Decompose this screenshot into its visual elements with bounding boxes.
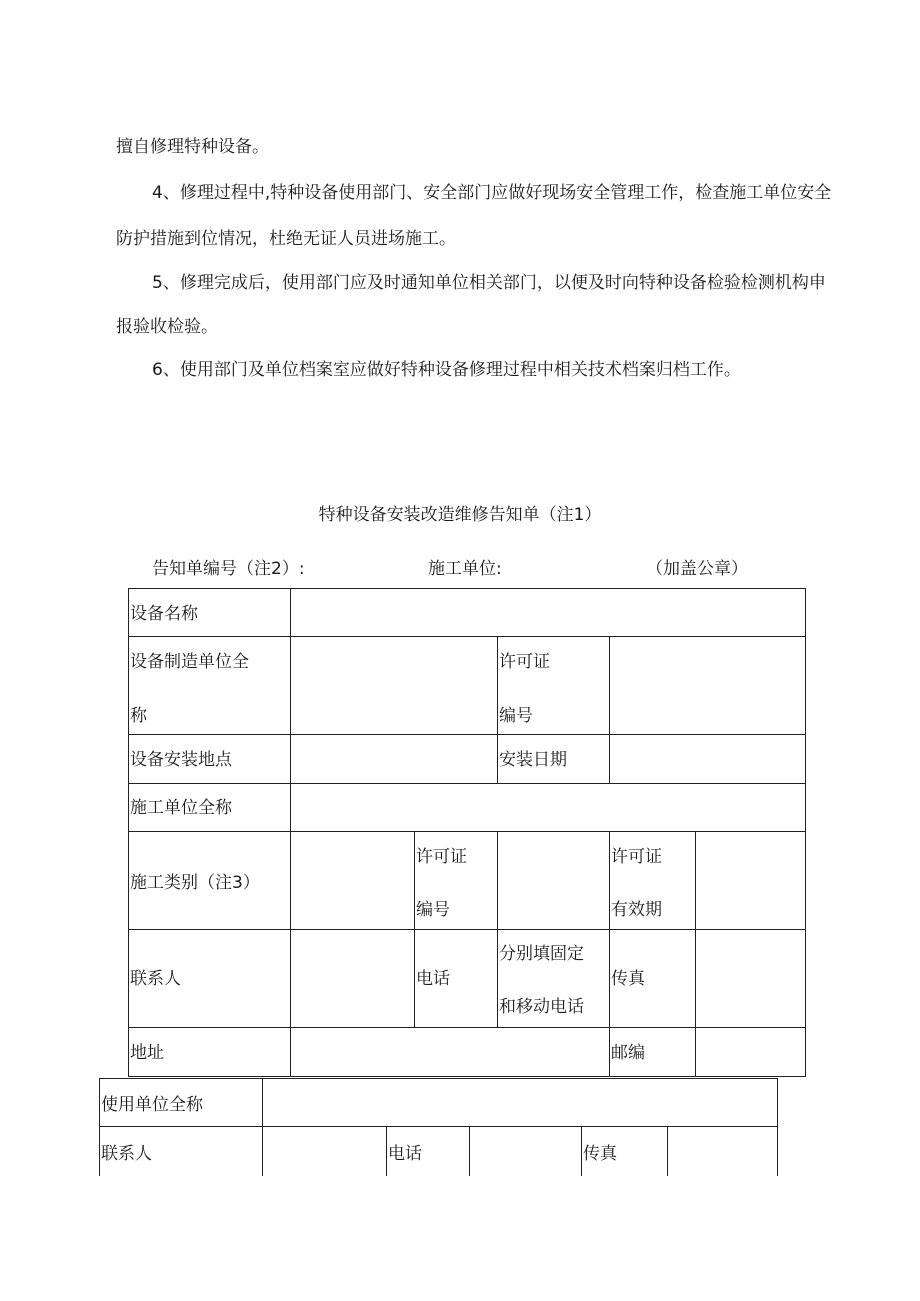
work-type-label: 施工类别（注3） [130, 873, 260, 893]
user-unit-label: 使用单位全称 [101, 1095, 203, 1115]
license-number-label: 许可证 [499, 652, 550, 672]
paragraph-line: 6、使用部门及单位档案室应做好特种设备修理过程中相关技术档案归档工作。 [152, 360, 741, 380]
license-validity-label-cont: 有效期 [611, 900, 662, 920]
form-title: 特种设备安装改造维修告知单（注1） [318, 505, 602, 525]
user-contact-label: 联系人 [101, 1144, 152, 1164]
license-validity-label: 许可证 [611, 847, 662, 867]
license-number-label-cont: 编号 [499, 706, 533, 726]
fax-label: 传真 [611, 969, 645, 989]
equipment-name-label: 设备名称 [130, 604, 198, 624]
install-date-label: 安装日期 [499, 750, 567, 770]
license-number-label-2: 许可证 [416, 847, 467, 867]
license-number-label-2-cont: 编号 [416, 900, 450, 920]
contractor-full-name-label: 施工单位全称 [130, 798, 232, 818]
paragraph-line: 4、修理过程中,特种设备使用部门、安全部门应做好现场安全管理工作，检查施工单位安全 [152, 183, 832, 203]
postcode-label: 邮编 [611, 1043, 645, 1063]
paragraph-line: 5、修理完成后，使用部门应及时通知单位相关部门，以便及时向特种设备检验检测机构申 [152, 273, 826, 293]
user-phone-label: 电话 [388, 1144, 422, 1164]
paragraph-line: 防护措施到位情况，杜绝无证人员进场施工。 [116, 229, 456, 249]
user-fax-label: 传真 [583, 1144, 617, 1164]
phone-label: 电话 [416, 969, 450, 989]
notice-number-label: 告知单编号（注2）: [152, 559, 305, 579]
phone-note-cont: 和移动电话 [499, 997, 584, 1017]
contractor-label: 施工单位: [428, 559, 502, 579]
install-location-label: 设备安装地点 [130, 750, 232, 770]
phone-note: 分别填固定 [499, 944, 584, 964]
paragraph-line: 报验收检验。 [116, 317, 218, 337]
seal-label: （加盖公章） [646, 559, 748, 579]
contact-person-label: 联系人 [130, 969, 181, 989]
manufacturer-label: 设备制造单位全 [130, 652, 249, 672]
address-label: 地址 [130, 1043, 164, 1063]
paragraph-line: 擅自修理特种设备。 [116, 137, 269, 157]
manufacturer-label-cont: 称 [130, 706, 147, 726]
